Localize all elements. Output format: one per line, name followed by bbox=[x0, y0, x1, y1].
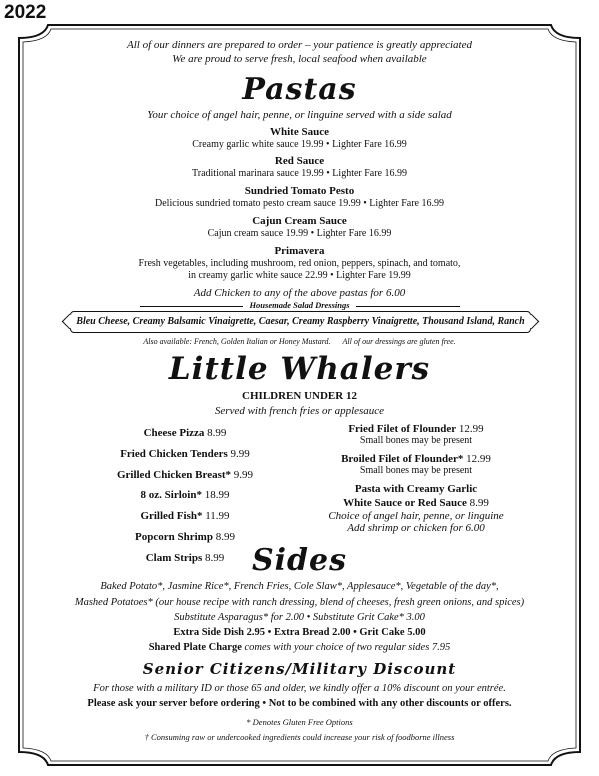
pasta-item-name: Sundried Tomato Pesto bbox=[244, 185, 355, 197]
gluten-free-note: All of our dressings are gluten free. bbox=[342, 337, 456, 346]
gluten-footnote: * Denotes Gluten Free Options bbox=[246, 717, 353, 727]
senior-line-2: Please ask your server before ordering • Not to be combined with any other discounts or offers. bbox=[87, 698, 512, 709]
kids-item: 8 oz. Sirloin* 18.99 bbox=[140, 489, 230, 502]
sides-line-1: Baked Potato*, Jasmine Rice*, French Fries, Cole Slaw*, Applesauce*, Vegetable of the day*, bbox=[100, 581, 499, 592]
pasta-item-name: Red Sauce bbox=[274, 155, 325, 167]
kids-item-note: Small bones may be present bbox=[359, 435, 473, 446]
kids-pasta-note-1: Choice of angel hair, penne, or linguine bbox=[328, 510, 504, 522]
also-available-note: Also available: French, Golden Italian or Honey Mustard. bbox=[143, 337, 331, 346]
kids-pasta-line-1: Pasta with Creamy Garlic bbox=[354, 483, 478, 495]
pasta-item-desc: Cajun cream sauce 19.99 • Lighter Fare 16.99 bbox=[207, 228, 392, 239]
pasta-item-desc: Fresh vegetables, including mushroom, red onion, peppers, spinach, and tomato, bbox=[138, 258, 461, 269]
children-subheading: CHILDREN UNDER 12 bbox=[242, 390, 357, 402]
pasta-item-desc: Delicious sundried tomato pesto cream sauce 19.99 • Lighter Fare 16.99 bbox=[155, 198, 444, 209]
kids-item: Fried Chicken Tenders 9.99 bbox=[120, 447, 250, 460]
dressings-banner bbox=[70, 311, 531, 333]
year-label: 2022 bbox=[4, 2, 47, 23]
pasta-item-desc: Traditional marinara sauce 19.99 • Lighter Fare 16.99 bbox=[191, 168, 408, 179]
kids-item: Popcorn Shrimp 8.99 bbox=[135, 530, 235, 543]
pasta-item-desc-2: in creamy garlic white sauce 22.99 • Lighter Fare 19.99 bbox=[188, 270, 411, 281]
add-chicken-note: Add Chicken to any of the above pastas for 6.00 bbox=[193, 287, 406, 299]
pastas-heading: Pastas bbox=[242, 72, 357, 107]
sides-line-3: Substitute Asparagus* for 2.00 • Substitute Grit Cake* 3.00 bbox=[174, 612, 425, 623]
kids-pasta-note-2: Add shrimp or chicken for 6.00 bbox=[347, 522, 485, 534]
kids-right-column bbox=[316, 423, 516, 534]
sides-line-5: Shared Plate Charge comes with your choice of two regular sides 7.95 bbox=[148, 642, 451, 653]
kids-item-note: Small bones may be present bbox=[359, 465, 473, 476]
intro-line-1: All of our dinners are prepared to order – your patience is greatly appreciated bbox=[127, 39, 472, 51]
pasta-item-name: Primavera bbox=[274, 245, 325, 257]
kids-item: Fried Filet of Flounder 12.99 bbox=[348, 423, 484, 435]
senior-heading: Senior Citizens/Military Discount bbox=[142, 660, 457, 678]
pasta-item-name: White Sauce bbox=[270, 126, 329, 138]
pasta-item-desc: Creamy garlic white sauce 19.99 • Lighter Fare 16.99 bbox=[192, 139, 407, 150]
intro-line-2: We are proud to serve fresh, local seafood when available bbox=[172, 53, 427, 65]
dressings-list: Bleu Cheese, Creamy Balsamic Vinaigrette, Caesar, Creamy Raspberry Vinaigrette, Thousand Island, Ranch bbox=[76, 316, 525, 327]
sides-line-2: Mashed Potatoes* (our house recipe with ranch dressing, blend of cheeses, fresh green onions, and spices) bbox=[74, 597, 525, 608]
pastas-subtitle: Your choice of angel hair, penne, or linguine served with a side salad bbox=[147, 109, 452, 121]
whalers-subtitle: Served with french fries or applesauce bbox=[214, 405, 385, 417]
senior-line-1: For those with a military ID or those 65 and older, we kindly offer a 10% discount on your entrée. bbox=[93, 683, 506, 694]
dressings-title: Housemade Salad Dressings bbox=[0, 300, 599, 310]
sides-line-4: Extra Side Dish 2.95 • Extra Bread 2.00 • Grit Cake 5.00 bbox=[173, 627, 426, 638]
dressings-notes bbox=[0, 337, 599, 346]
kids-item: Grilled Chicken Breast* 9.99 bbox=[116, 468, 254, 481]
kids-pasta-line-2: White Sauce or Red Sauce 8.99 bbox=[343, 497, 489, 509]
pasta-item-name: Cajun Cream Sauce bbox=[252, 215, 347, 227]
kids-item: Cheese Pizza 8.99 bbox=[143, 427, 227, 439]
kids-item: Clam Strips 8.99 bbox=[145, 551, 225, 564]
sides-heading: Sides bbox=[251, 543, 347, 578]
consumer-footnote: † Consuming raw or undercooked ingredients could increase your risk of foodborne illness bbox=[144, 732, 455, 742]
little-whalers-heading: Little Whalers bbox=[168, 351, 431, 387]
kids-item: Broiled Filet of Flounder* 12.99 bbox=[341, 453, 491, 465]
kids-item: Grilled Fish* 11.99 bbox=[140, 510, 230, 523]
